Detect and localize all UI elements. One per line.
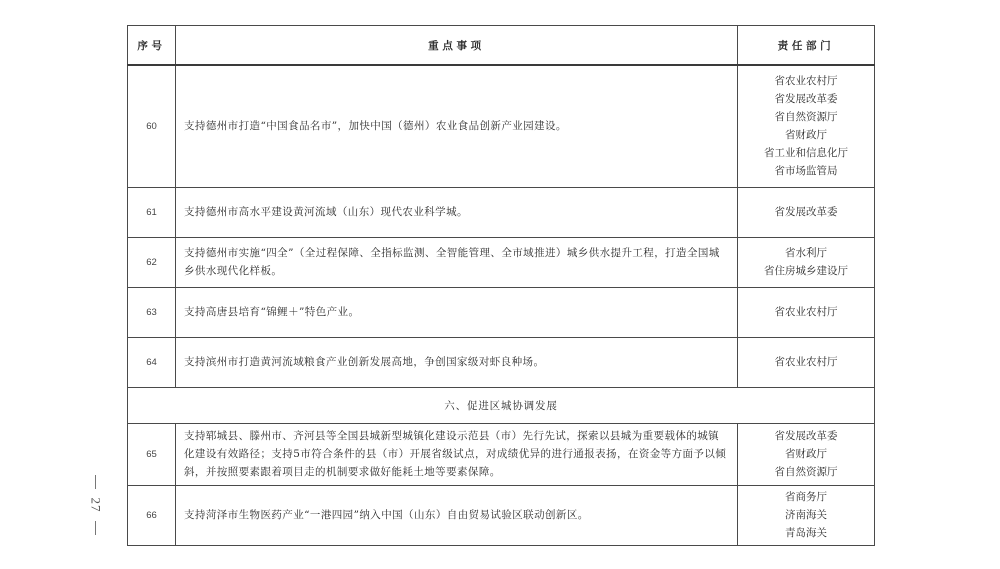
- row-number: 65: [128, 423, 176, 485]
- page-number-value: 27: [88, 497, 103, 513]
- row-item-text: 支持德州市实施“四全”（全过程保障、全指标监测、全智能管理、全市域推进）城乡供水提升工程，打造全国城乡供水现代化样板。: [176, 237, 738, 287]
- department-name: 省农业农村厅: [774, 306, 838, 318]
- department-name: 省商务厅: [785, 491, 827, 503]
- department-name: 省发展改革委: [774, 430, 838, 442]
- page-number-dash-bottom: [95, 521, 96, 535]
- department-name: 省工业和信息化厅: [764, 147, 848, 160]
- department-name: 省农业农村厅: [774, 75, 838, 88]
- row-departments: [738, 65, 875, 187]
- row-departments: [738, 187, 875, 237]
- department-name: 省自然资源厅: [774, 466, 838, 478]
- row-departments: [738, 287, 875, 337]
- department-name: 省水利厅: [785, 247, 827, 259]
- header-no: 序号: [128, 26, 176, 66]
- row-number: 60: [128, 65, 176, 187]
- row-number: 62: [128, 237, 176, 287]
- table-row: [128, 187, 875, 237]
- row-item-text: 支持高唐县培育“锦鲤＋”特色产业。: [176, 287, 738, 337]
- row-number: 66: [128, 485, 176, 545]
- row-departments: [738, 423, 875, 485]
- department-name: 青岛海关: [785, 527, 827, 539]
- page-number-dash-top: [95, 475, 96, 489]
- row-number: 64: [128, 337, 176, 387]
- page-number: [80, 470, 110, 540]
- row-number: 63: [128, 287, 176, 337]
- section-row: [128, 387, 875, 423]
- table-row: [128, 237, 875, 287]
- header-dept: 责任部门: [738, 26, 875, 66]
- department-name: 省发展改革委: [774, 206, 838, 218]
- department-name: 省市场监管局: [774, 165, 838, 178]
- department-name: 省财政厅: [785, 448, 827, 460]
- table-row: [128, 287, 875, 337]
- table-row: [128, 337, 875, 387]
- table-row: [128, 423, 875, 485]
- key-items-table: [127, 25, 875, 546]
- row-item-text: 支持德州市打造“中国食品名市”，加快中国（德州）农业食品创新产业园建设。: [176, 65, 738, 187]
- section-title: 六、促进区城协调发展: [128, 387, 875, 423]
- row-departments: [738, 485, 875, 545]
- row-departments: [738, 237, 875, 287]
- row-departments: [738, 337, 875, 387]
- row-item-text: 支持郓城县、滕州市、齐河县等全国县城新型城镇化建设示范县（市）先行先试，探索以县城为重要载体的城镇化建设有效路径；支持5市符合条件的县（市）开展省级试点，对成绩优异的进行通报表扬，在资金等方面予以倾斜，并按照要素跟着项目走的机制要求做好能耗土地等要素保障。: [176, 423, 738, 485]
- row-item-text: 支持德州市高水平建设黄河流域（山东）现代农业科学城。: [176, 187, 738, 237]
- row-number: 61: [128, 187, 176, 237]
- department-name: 省财政厅: [785, 129, 827, 142]
- department-name: 省自然资源厅: [774, 111, 838, 124]
- department-name: 省发展改革委: [774, 93, 838, 106]
- department-name: 省住房城乡建设厅: [764, 265, 848, 277]
- table-row: [128, 65, 875, 187]
- table-row: [128, 485, 875, 545]
- row-item-text: 支持菏泽市生物医药产业“一港四园”纳入中国（山东）自由贸易试验区联动创新区。: [176, 485, 738, 545]
- header-item: 重点事项: [176, 26, 738, 66]
- row-item-text: 支持滨州市打造黄河流域粮食产业创新发展高地，争创国家级对虾良种场。: [176, 337, 738, 387]
- department-name: 省农业农村厅: [774, 356, 838, 368]
- department-name: 济南海关: [785, 509, 827, 521]
- table-header-row: [128, 26, 875, 66]
